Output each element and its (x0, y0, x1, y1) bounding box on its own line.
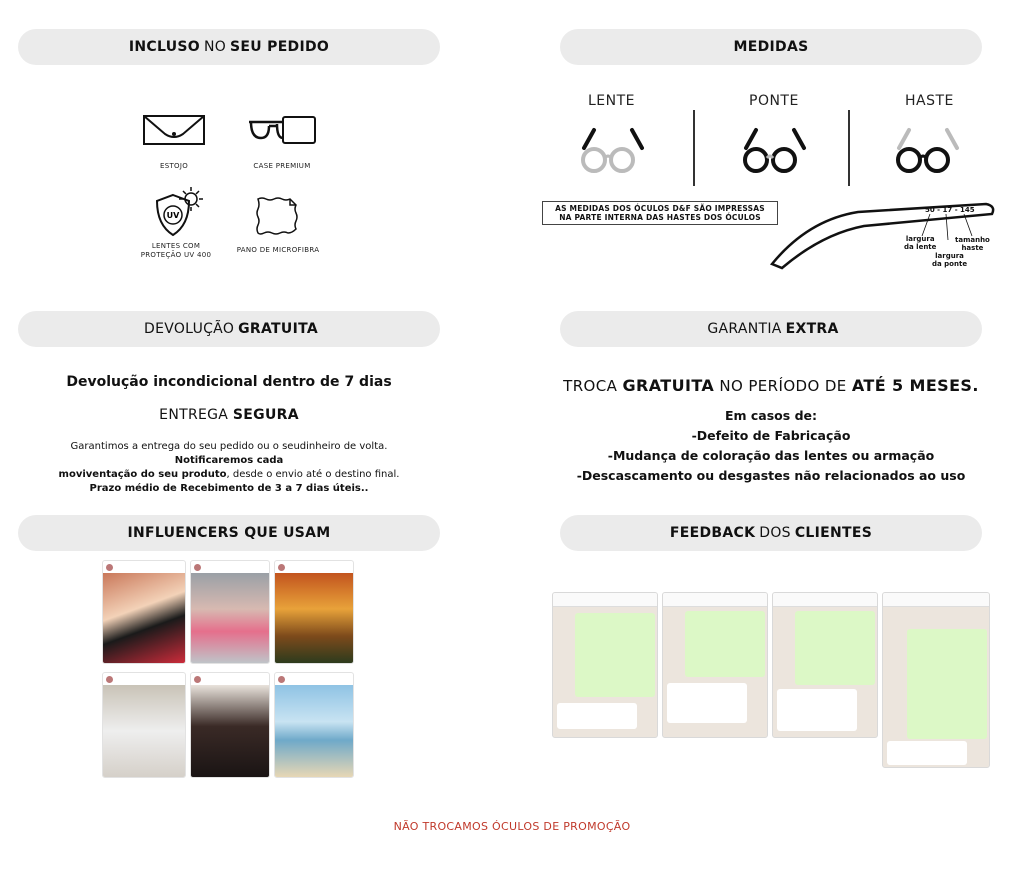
bridge-label: PONTE (749, 93, 799, 109)
included-header (18, 29, 440, 65)
measures-note-line2: NA PARTE INTERNA DAS HASTES DOS ÓCULOS (559, 213, 761, 222)
secure-delivery-b: SEGURA (232, 407, 299, 423)
temple-label: HASTE (905, 93, 954, 109)
promo-notice: NÃO TROCAMOS ÓCULOS DE PROMOÇÃO (393, 820, 631, 833)
returns-details (18, 440, 440, 496)
chat-screenshot (662, 592, 768, 738)
chat-bubble (777, 689, 857, 731)
microfiber-cloth-icon (254, 195, 300, 237)
chat-bubble (685, 611, 765, 677)
chat-bubble (887, 741, 967, 765)
bridge-width-glasses-icon (740, 126, 810, 174)
returns-headline-a: Devolução incondicional dentro de (66, 374, 345, 390)
influencers-header (18, 515, 440, 551)
influencer-photo (275, 573, 353, 663)
temple-length-glasses-icon (893, 126, 963, 174)
influencer-photo (191, 685, 269, 777)
chat-bubble (557, 703, 637, 729)
warranty-case-item: -Descascamento ou desgastes não relacionados ao uso (576, 468, 966, 483)
measures-note (542, 201, 778, 225)
feedback-header (560, 515, 982, 551)
included-title-a: INCLUSO (128, 39, 200, 55)
influencers-title: INFLUENCERS QUE USAM (127, 525, 331, 541)
uv-shield-icon (151, 185, 207, 239)
measures-header (560, 29, 982, 65)
avatar (278, 676, 285, 683)
returns-title-b: GRATUITA (238, 321, 318, 337)
included-item-label: LENTES COM PROTEÇÃO UV 400 (140, 242, 212, 259)
svg-text:UV: UV (166, 211, 180, 220)
included-item-label: CASE PREMIUM (253, 162, 311, 170)
warranty-header (560, 311, 982, 347)
avatar (106, 676, 113, 683)
included-title-c: SEU PEDIDO (230, 39, 330, 55)
secure-delivery-a: ENTREGA (159, 407, 233, 423)
warranty-headline (540, 376, 1002, 395)
returns-line3-b: , desde o envio até o destino final. (226, 469, 400, 480)
lens-width-glasses-icon (578, 126, 648, 174)
warranty-title-a: GARANTIA (707, 321, 782, 337)
glasses-case-icon (247, 114, 317, 146)
influencer-post (190, 672, 270, 778)
returns-title-a: DEVOLUÇÃO (143, 321, 235, 337)
included-item-label: PANO DE MICROFIBRA (236, 246, 320, 254)
returns-header (18, 311, 440, 347)
warranty-cases-label: Em casos de: (724, 408, 817, 423)
returns-line1: Garantimos a entrega do seu pedido ou o seudinheiro de volta. (70, 441, 388, 452)
divider (848, 110, 850, 186)
warranty-title-b: EXTRA (785, 321, 839, 337)
measures-title: MEDIDAS (733, 39, 809, 55)
returns-line2: Notificaremos cada (174, 455, 284, 466)
influencer-post (102, 560, 186, 664)
secure-delivery (18, 407, 440, 423)
chat-screenshot (552, 592, 658, 738)
bridge-width-label: largura da ponte (932, 252, 968, 268)
warranty-case-item: -Defeito de Fabricação (691, 428, 851, 443)
included-item-label: ESTOJO (159, 162, 189, 170)
included-title-b: NO (203, 39, 227, 55)
avatar (278, 564, 285, 571)
measure-code: 50 - 17 - 145 (925, 206, 975, 214)
chat-screenshot (772, 592, 878, 738)
chat-bubble (795, 611, 875, 685)
temple-length-label: tamanho haste (955, 236, 990, 252)
chat-bubble (667, 683, 747, 723)
returns-line4: Prazo médio de Recebimento de 3 a 7 dias úteis.. (89, 483, 369, 494)
feedback-title-c: CLIENTES (794, 525, 873, 541)
chat-bubble (575, 613, 655, 697)
influencer-post (102, 672, 186, 778)
feedback-title-b: DOS (759, 525, 791, 541)
pouch-icon (143, 114, 205, 146)
warranty-headline-d: ATÉ 5 MESES. (851, 376, 979, 395)
returns-headline-b: 7 dias (344, 374, 392, 390)
influencer-post (274, 672, 354, 778)
warranty-case-item: -Mudança de coloração das lentes ou armação (607, 448, 935, 463)
avatar (194, 676, 201, 683)
warranty-headline-b: GRATUITA (622, 376, 715, 395)
returns-line3-a: moviventação do seu produto (58, 469, 227, 480)
influencer-post (190, 560, 270, 664)
divider (693, 110, 695, 186)
chat-bubble (907, 629, 987, 739)
influencer-post (274, 560, 354, 664)
influencer-photo (275, 685, 353, 777)
lens-width-label: largura da lente (904, 235, 937, 251)
lens-label: LENTE (588, 93, 636, 109)
feedback-title-a: FEEDBACK (669, 525, 756, 541)
avatar (106, 564, 113, 571)
warranty-headline-a: TROCA (563, 377, 623, 395)
influencer-photo (191, 573, 269, 663)
influencer-photo (103, 685, 185, 777)
warranty-headline-c: NO PERÍODO DE (714, 377, 852, 395)
chat-screenshot (882, 592, 990, 768)
warranty-cases (540, 406, 1002, 486)
avatar (194, 564, 201, 571)
returns-headline (18, 374, 440, 390)
influencer-photo (103, 573, 185, 663)
measures-note-line1: AS MEDIDAS DOS ÓCULOS D&F SÃO IMPRESSAS (555, 204, 765, 213)
